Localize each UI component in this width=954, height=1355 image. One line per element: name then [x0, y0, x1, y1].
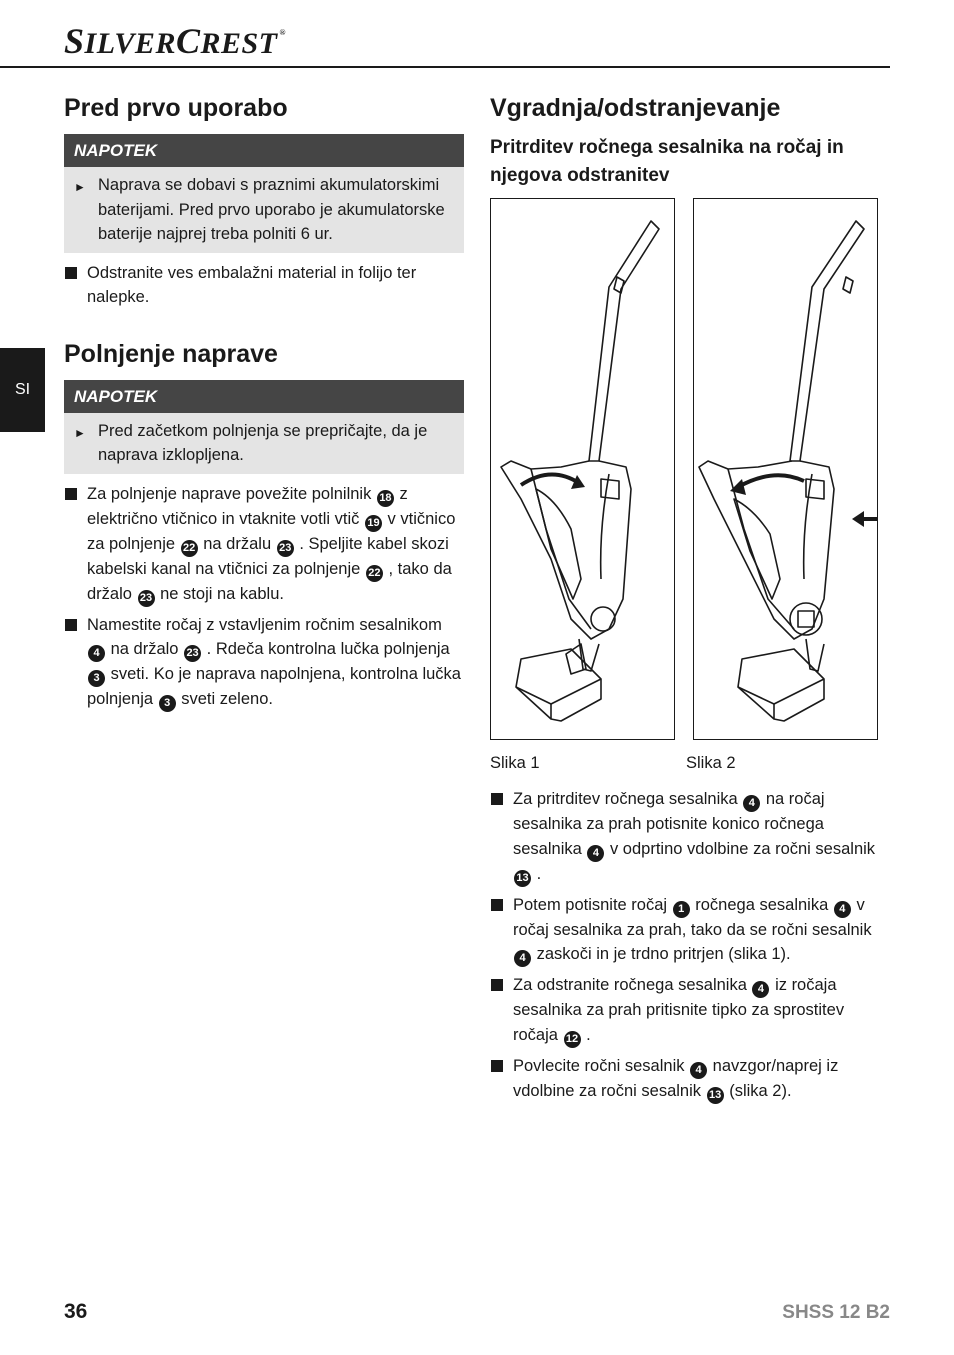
square-bullet-icon — [64, 613, 87, 713]
note-text: Naprava se dobavi s praznimi akumulatorskimi baterijami. Pred prvo uporabo je akumulatorske baterije najprej treba polniti 6 ur. — [98, 176, 445, 243]
ref-number-icon: 23 — [138, 590, 155, 607]
list-item: Odstranite ves embalažni material in folijo ter nalepke. — [64, 261, 464, 310]
square-bullet-icon — [490, 973, 513, 1048]
list-item: Namestite ročaj z vstavljenim ročnim sesalnikom 4 na držalo 23 . Rdeča kontrolna lučka polnjenja 3 sveti. Ko je naprava napolnjena, kontrolna lučka polnjenja 3 sveti zeleno. — [64, 613, 464, 713]
list-item: Za polnjenje naprave povežite polnilnik 18 z električno vtičnico in vtaknite votli vtič 19 v vtičnico za polnjenje 22 na držalu 23 . Speljite kabel skozi kabelski kanal na vtičnici za polnjenje 22 , tako da držalo 23 ne stoji na kablu. — [64, 482, 464, 607]
square-bullet-icon — [64, 482, 87, 607]
first-use-list — [64, 261, 464, 310]
section-title-charging: Polnjenje naprave — [64, 339, 278, 368]
ref-number-icon: 4 — [587, 845, 604, 862]
ref-number-icon: 13 — [514, 870, 531, 887]
ref-number-icon: 13 — [707, 1087, 724, 1104]
figures — [490, 198, 878, 740]
ref-number-icon: 23 — [277, 540, 294, 557]
figure-2 — [693, 198, 878, 740]
language-tab: SI — [0, 348, 45, 432]
left-column — [64, 92, 464, 718]
note-box-first-use — [64, 134, 464, 253]
square-bullet-icon — [64, 261, 87, 310]
section-title-install: Vgradnja/odstranjevanje — [490, 94, 781, 122]
ref-number-icon: 4 — [752, 981, 769, 998]
ref-number-icon: 4 — [834, 901, 851, 918]
figure-1-caption: Slika 1 — [490, 754, 540, 772]
ref-number-icon: 3 — [88, 670, 105, 687]
list-item: Za odstranite ročnega sesalnika 4 iz ročaja sesalnika za prah pritisnite tipko za sprostitev ročaja 12 . — [490, 973, 885, 1048]
list-item: Potem potisnite ročaj 1 ročnega sesalnika 4 v ročaj sesalnika za prah, tako da se ročni sesalnik 4 zaskoči in je trdno pritrjen (slika 1). — [490, 893, 885, 968]
figure-1 — [490, 198, 675, 740]
list-item: Povlecite ročni sesalnik 4 navzgor/naprej iz vdolbine za ročni sesalnik 13 (slika 2). — [490, 1054, 885, 1104]
list-item: Za pritrditev ročnega sesalnika 4 na ročaj sesalnika za prah potisnite konico ročnega sesalnika 4 v odprtino vdolbine za ročni sesalnik 13 . — [490, 787, 885, 887]
subsection-title: Pritrditev ročnega sesalnika na ročaj in njegova odstranitev — [490, 137, 844, 186]
figure-captions — [490, 754, 885, 773]
ref-number-icon: 4 — [690, 1062, 707, 1079]
page-number: 36 — [64, 1300, 88, 1323]
right-column — [490, 92, 885, 1110]
ref-number-icon: 3 — [159, 695, 176, 712]
model-number: SHSS 12 B2 — [782, 1302, 890, 1323]
square-bullet-icon — [490, 1054, 513, 1104]
vacuum-detach-illustration — [694, 199, 877, 739]
header-rule — [0, 66, 890, 68]
square-bullet-icon — [490, 893, 513, 968]
ref-number-icon: 22 — [181, 540, 198, 557]
note-text: Pred začetkom polnjenja se prepričajte, da je naprava izklopljena. — [98, 421, 428, 464]
brand-logo: SILVERCREST ® — [64, 21, 286, 61]
charging-list — [64, 482, 464, 713]
note-box-charging — [64, 380, 464, 474]
ref-number-icon: 4 — [88, 645, 105, 662]
ref-number-icon: 18 — [377, 490, 394, 507]
section-title-first-use: Pred prvo uporabo — [64, 94, 288, 122]
ref-number-icon: 23 — [184, 645, 201, 662]
ref-number-icon: 4 — [514, 950, 531, 967]
install-list — [490, 787, 885, 1104]
note-heading: NAPOTEK — [64, 134, 464, 167]
ref-number-icon: 4 — [743, 795, 760, 812]
ref-number-icon: 12 — [564, 1031, 581, 1048]
arrow-right-icon: ► — [74, 180, 86, 194]
vacuum-attach-illustration — [491, 199, 674, 739]
ref-number-icon: 22 — [366, 565, 383, 582]
arrow-right-icon: ► — [74, 425, 86, 440]
note-heading: NAPOTEK — [64, 380, 464, 413]
ref-number-icon: 1 — [673, 901, 690, 918]
ref-number-icon: 19 — [365, 515, 382, 532]
square-bullet-icon — [490, 787, 513, 887]
figure-2-caption: Slika 2 — [686, 754, 736, 772]
